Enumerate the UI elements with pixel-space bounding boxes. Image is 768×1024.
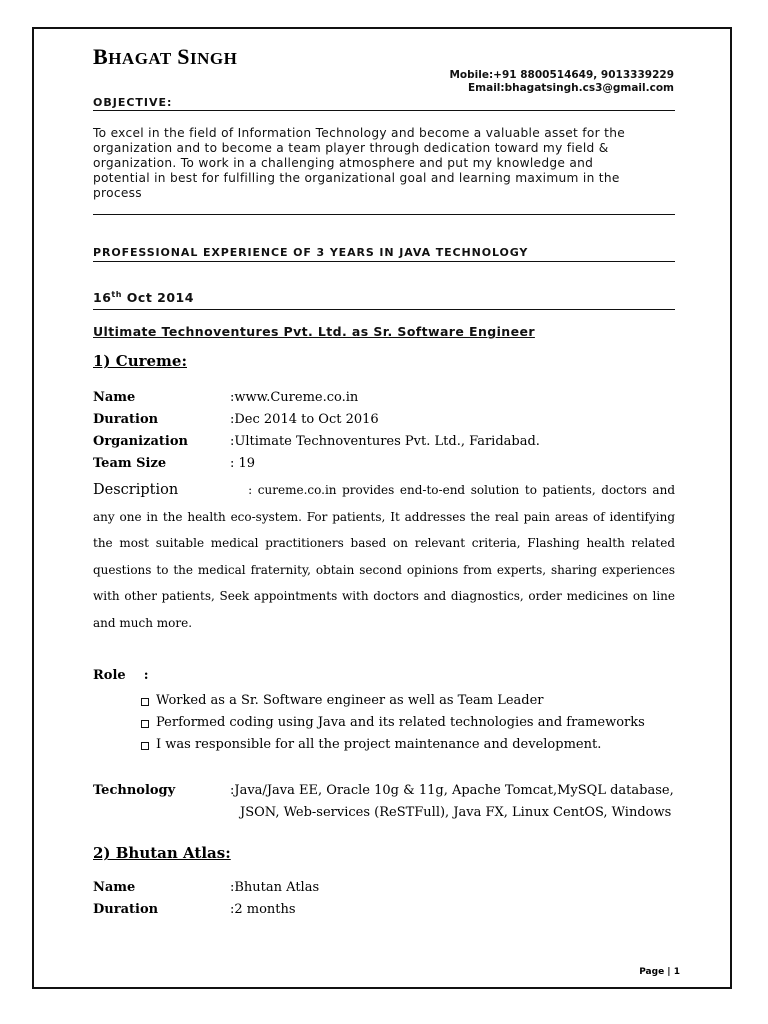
divider xyxy=(93,110,675,111)
field-label: Organization xyxy=(93,434,188,449)
divider xyxy=(93,309,675,310)
field-label: Name xyxy=(93,390,136,405)
technology-label: Technology xyxy=(93,783,176,798)
objective-heading: OBJECTIVE: xyxy=(93,96,173,109)
page-number: Page | 1 xyxy=(639,967,680,977)
description-text: : cureme.co.in provides end-to-end solution to patients, doctors and any one in the health eco-system. For patients, It addresses the real pain areas of identifying the most suitable medical practitioners based on relevant criteria, Flashing health related questions to the medical fraternity, obtain second opinions from experts, sharing experiences with other patients, Seek appointments with doctors and diagnostics, order medicines on line and much more. xyxy=(93,483,675,630)
divider xyxy=(93,214,675,215)
field-value: :2 months xyxy=(230,902,296,917)
objective-line: process xyxy=(93,186,142,200)
experience-start-date: 16th Oct 2014 xyxy=(93,290,194,306)
description-label: Description xyxy=(93,482,179,498)
company-designation: Ultimate Technoventures Pvt. Ltd. as Sr. Software Engineer xyxy=(93,324,535,339)
list-item: I was responsible for all the project maintenance and development. xyxy=(140,734,645,756)
email-address: Email:bhagatsingh.cs3@gmail.com xyxy=(468,82,674,94)
objective-text xyxy=(93,126,675,201)
list-item: Performed coding using Java and its related technologies and frameworks xyxy=(140,712,645,734)
project-title-bhutan-atlas: 2) Bhutan Atlas: xyxy=(93,844,231,862)
objective-line: organization and to become a team player through dedication toward my field & xyxy=(93,141,609,155)
divider xyxy=(93,261,675,262)
project-description xyxy=(93,477,675,636)
field-value: :Bhutan Atlas xyxy=(230,880,320,895)
mobile-number: Mobile:+91 8800514649, 9013339229 xyxy=(449,69,674,81)
technology-line: JSON, Web-services (ReSTFull), Java FX, Linux CentOS, Windows xyxy=(240,805,672,820)
candidate-name: BHAGAT SINGH xyxy=(93,44,238,69)
experience-heading: PROFESSIONAL EXPERIENCE OF 3 YEARS IN JAVA TECHNOLOGY xyxy=(93,246,529,259)
field-value: : 19 xyxy=(230,456,256,471)
role-list xyxy=(140,690,645,756)
field-label: Duration xyxy=(93,412,159,427)
objective-line: To excel in the field of Information Technology and become a valuable asset for the xyxy=(93,126,626,140)
objective-line: organization. To work in a challenging atmosphere and put my knowledge and xyxy=(93,156,594,170)
technology-line: :Java/Java EE, Oracle 10g & 11g, Apache Tomcat,MySQL database, xyxy=(230,783,674,798)
field-label: Name xyxy=(93,880,136,895)
field-value: :Dec 2014 to Oct 2016 xyxy=(230,412,379,427)
objective-line: potential in best for fulfilling the organizational goal and learning maximum in the xyxy=(93,171,620,185)
project-title-cureme: 1) Cureme: xyxy=(93,352,187,370)
list-item: Worked as a Sr. Software engineer as well as Team Leader xyxy=(140,690,645,712)
field-label: Team Size xyxy=(93,456,167,471)
role-label: Role : xyxy=(93,668,149,683)
field-label: Duration xyxy=(93,902,159,917)
field-value: :www.Cureme.co.in xyxy=(230,390,359,405)
field-value: :Ultimate Technoventures Pvt. Ltd., Faridabad. xyxy=(230,434,540,449)
